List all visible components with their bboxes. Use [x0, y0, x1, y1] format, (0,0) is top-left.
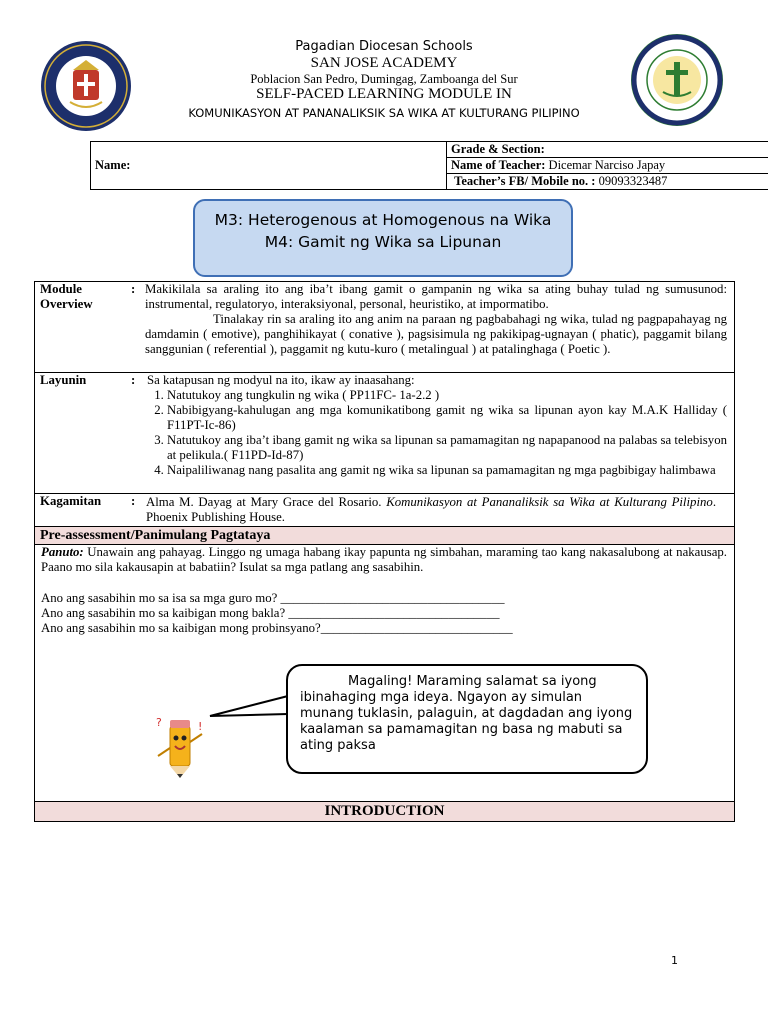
preassessment-bar [35, 527, 734, 544]
objective-item: 3. Natutukoy ang iba’t ibang gamit ng wika sa lipunan sa pamamagitan ng napapanood na palabas sa telebisyon at pelikula.( F11PD-Id-87) [167, 433, 727, 463]
svg-text:?: ? [156, 716, 162, 729]
module-type: SELF-PACED LEARNING MODULE IN [256, 86, 512, 102]
school-address: Poblacion San Pedro, Dumingag, Zamboanga del Sur [250, 72, 518, 86]
divider [34, 493, 735, 494]
objective-item: 2. Nabibigyang-kahulugan ang mga komunikatibong gamit ng wika sa lipunan ayon kay M.A.K Halliday ( F11PT-Ic-86) [167, 403, 727, 433]
objectives-block [147, 373, 727, 478]
introduction-heading: INTRODUCTION [324, 803, 445, 819]
question-line[interactable]: Ano ang sasabihin mo sa isa sa mga guro mo? ___________________________________ [41, 591, 505, 605]
contact-value: 09093323487 [598, 174, 668, 188]
teacher-name-cell [447, 158, 768, 174]
academy-seal-logo [631, 34, 723, 131]
bubble-text: Magaling! Maraming salamat sa iyong ibinahaging mga ideya. Ngayon ay simulan munang tuklasin, palaguin, at dagdadan ang iyong kaalaman sa pamamagitan ng basa ng mabuti sa ating paksa [300, 674, 633, 753]
objectives-label: Layunin [40, 373, 87, 387]
teacher-contact-cell [447, 174, 768, 190]
grade-section-label: Grade & Section: [451, 142, 545, 156]
objectives-intro: Sa katapusan ng modyul na ito, ikaw ay inaasahang: [147, 373, 415, 387]
question-line[interactable]: Ano ang sasabihin mo sa kaibigan mong probinsyano?______________________________ [41, 621, 513, 635]
module-title-line1: M3: Heterogenous at Homogenous na Wika [214, 211, 552, 229]
school-group: Pagadian Diocesan Schools [295, 39, 473, 54]
preassessment-heading: Pre-assessment/Panimulang Pagtataya [40, 528, 271, 543]
speech-bubble-tail [200, 690, 300, 730]
name-field[interactable] [91, 142, 447, 190]
preassessment-questions [41, 591, 727, 636]
module-title-line2: M4: Gamit ng Wika sa Lipunan [264, 233, 502, 251]
materials-book-title: Komunikasyon at Pananaliksik sa Wika at Kulturang Pilipino [386, 495, 713, 509]
overview-colon: : [131, 282, 136, 296]
teacher-value: Dicemar Narciso Japay [548, 158, 666, 172]
contact-label: Teacher’s FB/ Mobile no. : [454, 174, 596, 188]
speech-bubble [286, 664, 648, 774]
grade-section-field[interactable] [447, 142, 768, 158]
teacher-label: Name of Teacher: [451, 158, 546, 172]
materials-colon: : [131, 494, 136, 508]
objective-item: 4. Naipaliliwanag nang pasalita ang gamit ng wika sa lipunan sa pamamagitan ng mga pagbibigay halimbawa [167, 463, 727, 478]
objectives-colon: : [131, 373, 136, 387]
objective-item: 1. Natutukoy ang tungkulin ng wika ( PP11FC- 1a-2.2 ) [167, 388, 727, 403]
overview-para1: Makikilala sa araling ito ang iba’t ibang gamit o gampanin ng wika sa ating buhay tulad ng sumusunod: instrumental, regulatoryo, interaksiyonal, personal, heuristiko, at impormatibo. [145, 282, 727, 311]
preassessment-instruction [41, 545, 727, 575]
materials-authors: Alma M. Dayag at Mary Grace del Rosario. [146, 495, 382, 509]
overview-label: Module Overview [40, 282, 93, 311]
question-line[interactable]: Ano ang sasabihin mo sa kaibigan mong bakla? _________________________________ [41, 606, 500, 620]
instruction-text: Unawain ang pahayag. Linggo ng umaga habang ikay papunta ng simbahan, maraming tao kang nakasalubong at nakausap. Paano mo sila kakausapin at babatiin? Isulat sa mga patlang ang sasabihin. [41, 545, 727, 574]
materials-label: Kagamitan [40, 494, 102, 508]
subject-title: KOMUNIKASYON AT PANANALIKSIK SA WIKA AT KULTURANG PILIPINO [188, 106, 580, 120]
school-name: SAN JOSE ACADEMY [310, 55, 458, 71]
objectives-list [147, 388, 727, 478]
instruction-label: Panuto: [41, 545, 84, 559]
page-number: 1 [671, 954, 678, 967]
name-label: Name: [95, 158, 131, 172]
materials-publisher: . Phoenix Publishing House. [146, 495, 717, 524]
overview-para2: Tinalakay rin sa araling ito ang anim na paraan ng pagbabahagi ng wika, tulad ng pagpapahayag ng damdamin ( emotive), panghihikayat ( conative ), pagsisimula ng pakikipag-ugnayan ( phatic), paggamit bilang sanggunian ( referential ), paggamit ng kutu-kuro ( metalingual ) at patalinghaga ( Poetic ). [145, 312, 727, 356]
overview-text [145, 282, 727, 357]
materials-text [146, 495, 716, 525]
student-info-table [90, 141, 768, 190]
introduction-bar [35, 802, 734, 821]
module-title-box [193, 199, 573, 277]
svg-text:!: ! [198, 720, 203, 733]
